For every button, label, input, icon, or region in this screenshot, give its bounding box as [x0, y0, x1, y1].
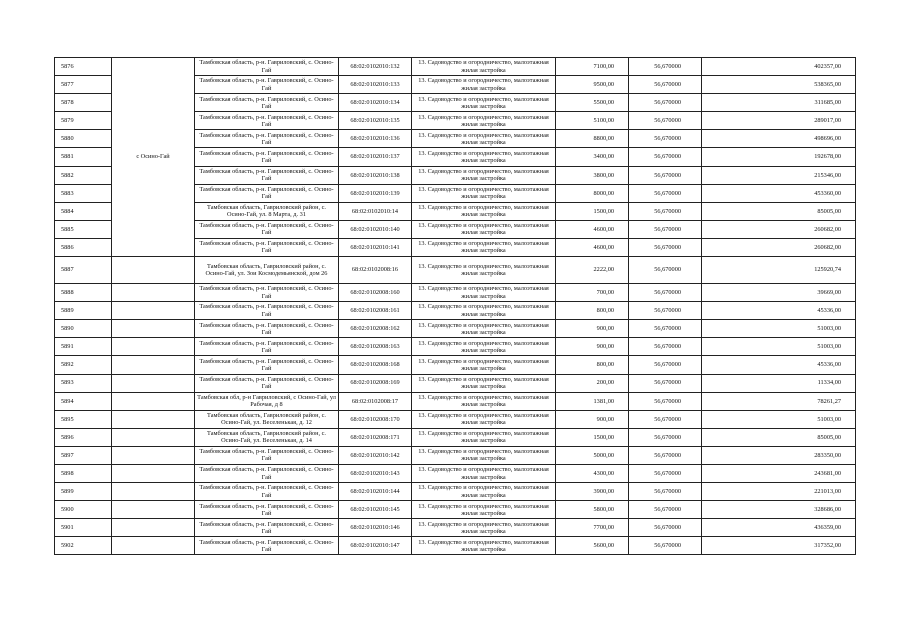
- locality-cell: с Осино-Гай: [112, 58, 195, 257]
- area-cell: 7700,00: [556, 519, 629, 537]
- area-cell: 700,00: [556, 284, 629, 302]
- cadastral-number-cell: 68:02:0102008:168: [339, 356, 412, 374]
- row-number-cell: 5881: [55, 148, 112, 166]
- locality-cell-empty: [112, 356, 195, 374]
- land-use-cell: 13. Садоводство и огородничество, малоэтажная жилая застройка: [412, 284, 556, 302]
- land-use-cell: 13. Садоводство и огородничество, малоэтажная жилая застройка: [412, 112, 556, 130]
- cadastral-value-cell: 215346,00: [702, 166, 856, 184]
- area-cell: 9500,00: [556, 76, 629, 94]
- cadastral-value-cell: 260682,00: [702, 238, 856, 256]
- address-cell: Тамбовская область, р-н. Гавриловский, с. Осино-Гай: [195, 184, 339, 202]
- rate-cell: 56,670000: [629, 58, 702, 76]
- cadastral-value-cell: 192678,00: [702, 148, 856, 166]
- area-cell: 5500,00: [556, 94, 629, 112]
- table-row: [55, 374, 856, 392]
- address-cell: Тамбовская область, р-н. Гавриловский, с. Осино-Гай: [195, 130, 339, 148]
- cadastral-number-cell: 68:02:0102008:16: [339, 257, 412, 284]
- cadastral-value-cell: 498696,00: [702, 130, 856, 148]
- address-cell: Тамбовская область, р-н. Гавриловский, с. Осино-Гай: [195, 220, 339, 238]
- rate-cell: 56,670000: [629, 94, 702, 112]
- cadastral-number-cell: 68:02:0102010:132: [339, 58, 412, 76]
- rate-cell: 56,670000: [629, 284, 702, 302]
- table-row: [55, 392, 856, 410]
- locality-cell-empty: [112, 446, 195, 464]
- address-cell: Тамбовская область, р-н. Гавриловский, с. Осино-Гай: [195, 501, 339, 519]
- address-cell: Тамбовская область, р-н. Гавриловский, с. Осино-Гай: [195, 302, 339, 320]
- cadastral-number-cell: 68:02:0102010:145: [339, 501, 412, 519]
- locality-cell-empty: [112, 374, 195, 392]
- cadastral-value-cell: 125920,74: [702, 257, 856, 284]
- cadastral-number-cell: 68:02:0102010:141: [339, 238, 412, 256]
- rate-cell: 56,670000: [629, 338, 702, 356]
- cadastral-number-cell: 68:02:0102008:160: [339, 284, 412, 302]
- rate-cell: 56,670000: [629, 166, 702, 184]
- table-row: [55, 338, 856, 356]
- row-number-cell: 5900: [55, 501, 112, 519]
- cadastral-number-cell: 68:02:0102008:169: [339, 374, 412, 392]
- locality-cell-empty: [112, 338, 195, 356]
- address-cell: Тамбовская область, р-н. Гавриловский, с. Осино-Гай: [195, 356, 339, 374]
- locality-cell-empty: [112, 501, 195, 519]
- land-use-cell: 13. Садоводство и огородничество, малоэтажная жилая застройка: [412, 148, 556, 166]
- cadastral-value-cell: 328686,00: [702, 501, 856, 519]
- land-use-cell: 13. Садоводство и огородничество, малоэтажная жилая застройка: [412, 238, 556, 256]
- table-row: [55, 257, 856, 284]
- row-number-cell: 5895: [55, 410, 112, 428]
- rate-cell: 56,670000: [629, 428, 702, 446]
- address-cell: Тамбовская область, Гавриловский район, с. Осино-Гай, ул. Веселенькая, д. 12: [195, 410, 339, 428]
- cadastral-value-cell: 402357,00: [702, 58, 856, 76]
- cadastral-value-cell: 85005,00: [702, 428, 856, 446]
- area-cell: 1500,00: [556, 202, 629, 220]
- area-cell: 4300,00: [556, 464, 629, 482]
- row-number-cell: 5891: [55, 338, 112, 356]
- area-cell: 5800,00: [556, 501, 629, 519]
- cadastral-value-cell: 39669,00: [702, 284, 856, 302]
- address-cell: Тамбовская область, р-н. Гавриловский, с. Осино-Гай: [195, 94, 339, 112]
- address-cell: Тамбовская область, р-н. Гавриловский, с. Осино-Гай: [195, 58, 339, 76]
- cadastral-value-cell: 78261,27: [702, 392, 856, 410]
- row-number-cell: 5888: [55, 284, 112, 302]
- cadastral-value-cell: 317352,00: [702, 537, 856, 555]
- rate-cell: 56,670000: [629, 392, 702, 410]
- locality-cell-empty: [112, 483, 195, 501]
- rate-cell: 56,670000: [629, 320, 702, 338]
- cadastral-number-cell: 68:02:0102010:138: [339, 166, 412, 184]
- cadastral-number-cell: 68:02:0102008:162: [339, 320, 412, 338]
- table-row: [55, 446, 856, 464]
- address-cell: Тамбовская область, р-н. Гавриловский, с. Осино-Гай: [195, 166, 339, 184]
- land-use-cell: 13. Садоводство и огородничество, малоэтажная жилая застройка: [412, 94, 556, 112]
- locality-cell-empty: [112, 392, 195, 410]
- area-cell: 3800,00: [556, 166, 629, 184]
- locality-cell-empty: [112, 464, 195, 482]
- address-cell: Тамбовская область, р-н. Гавриловский, с. Осино-Гай: [195, 112, 339, 130]
- land-use-cell: 13. Садоводство и огородничество, малоэтажная жилая застройка: [412, 257, 556, 284]
- land-use-cell: 13. Садоводство и огородничество, малоэтажная жилая застройка: [412, 501, 556, 519]
- area-cell: 3400,00: [556, 148, 629, 166]
- rate-cell: 56,670000: [629, 184, 702, 202]
- cadastral-number-cell: 68:02:0102008:161: [339, 302, 412, 320]
- land-valuation-table: [54, 57, 856, 555]
- locality-cell-empty: [112, 302, 195, 320]
- land-use-cell: 13. Садоводство и огородничество, малоэтажная жилая застройка: [412, 320, 556, 338]
- rate-cell: 56,670000: [629, 76, 702, 94]
- cadastral-value-cell: 45336,00: [702, 356, 856, 374]
- rate-cell: 56,670000: [629, 257, 702, 284]
- cadastral-value-cell: 45336,00: [702, 302, 856, 320]
- land-use-cell: 13. Садоводство и огородничество, малоэтажная жилая застройка: [412, 519, 556, 537]
- row-number-cell: 5898: [55, 464, 112, 482]
- cadastral-value-cell: 538365,00: [702, 76, 856, 94]
- table-row: [55, 501, 856, 519]
- row-number-cell: 5886: [55, 238, 112, 256]
- land-use-cell: 13. Садоводство и огородничество, малоэтажная жилая застройка: [412, 130, 556, 148]
- land-use-cell: 13. Садоводство и огородничество, малоэтажная жилая застройка: [412, 374, 556, 392]
- area-cell: 4600,00: [556, 220, 629, 238]
- rate-cell: 56,670000: [629, 446, 702, 464]
- area-cell: 800,00: [556, 302, 629, 320]
- land-use-cell: 13. Садоводство и огородничество, малоэтажная жилая застройка: [412, 166, 556, 184]
- cadastral-number-cell: 68:02:0102010:139: [339, 184, 412, 202]
- rate-cell: 56,670000: [629, 220, 702, 238]
- address-cell: Тамбовская область, р-н. Гавриловский, с. Осино-Гай: [195, 148, 339, 166]
- row-number-cell: 5879: [55, 112, 112, 130]
- land-use-cell: 13. Садоводство и огородничество, малоэтажная жилая застройка: [412, 220, 556, 238]
- address-cell: Тамбовская область, р-н. Гавриловский, с. Осино-Гай: [195, 519, 339, 537]
- row-number-cell: 5880: [55, 130, 112, 148]
- table-row: [55, 320, 856, 338]
- area-cell: 900,00: [556, 410, 629, 428]
- area-cell: 900,00: [556, 338, 629, 356]
- locality-cell-empty: [112, 257, 195, 284]
- cadastral-number-cell: 68:02:0102010:14: [339, 202, 412, 220]
- land-use-cell: 13. Садоводство и огородничество, малоэтажная жилая застройка: [412, 446, 556, 464]
- cadastral-value-cell: 11334,00: [702, 374, 856, 392]
- address-cell: Тамбовская область, р-н. Гавриловский, с. Осино-Гай: [195, 284, 339, 302]
- rate-cell: 56,670000: [629, 483, 702, 501]
- locality-cell-empty: [112, 284, 195, 302]
- rate-cell: 56,670000: [629, 302, 702, 320]
- cadastral-number-cell: 68:02:0102008:171: [339, 428, 412, 446]
- rate-cell: 56,670000: [629, 501, 702, 519]
- row-number-cell: 5902: [55, 537, 112, 555]
- land-use-cell: 13. Садоводство и огородничество, малоэтажная жилая застройка: [412, 428, 556, 446]
- row-number-cell: 5901: [55, 519, 112, 537]
- address-cell: Тамбовская область, р-н. Гавриловский, с. Осино-Гай: [195, 320, 339, 338]
- table-row: [55, 537, 856, 555]
- table-row: [55, 356, 856, 374]
- land-use-cell: 13. Садоводство и огородничество, малоэтажная жилая застройка: [412, 202, 556, 220]
- address-cell: Тамбовская область, р-н. Гавриловский, с. Осино-Гай: [195, 76, 339, 94]
- address-cell: Тамбовская область, р-н. Гавриловский, с. Осино-Гай: [195, 374, 339, 392]
- land-use-cell: 13. Садоводство и огородничество, малоэтажная жилая застройка: [412, 464, 556, 482]
- locality-cell-empty: [112, 519, 195, 537]
- row-number-cell: 5894: [55, 392, 112, 410]
- cadastral-number-cell: 68:02:0102008:163: [339, 338, 412, 356]
- area-cell: 5100,00: [556, 112, 629, 130]
- rate-cell: 56,670000: [629, 238, 702, 256]
- row-number-cell: 5877: [55, 76, 112, 94]
- table-row: [55, 428, 856, 446]
- cadastral-number-cell: 68:02:0102008:170: [339, 410, 412, 428]
- row-number-cell: 5876: [55, 58, 112, 76]
- area-cell: 8000,00: [556, 184, 629, 202]
- row-number-cell: 5882: [55, 166, 112, 184]
- area-cell: 2222,00: [556, 257, 629, 284]
- row-number-cell: 5890: [55, 320, 112, 338]
- locality-cell-empty: [112, 410, 195, 428]
- rate-cell: 56,670000: [629, 112, 702, 130]
- row-number-cell: 5883: [55, 184, 112, 202]
- address-cell: Тамбовская область, Гавриловский район, с. Осино-Гай, ул. 8 Марта, д. 31: [195, 202, 339, 220]
- row-number-cell: 5896: [55, 428, 112, 446]
- land-use-cell: 13. Садоводство и огородничество, малоэтажная жилая застройка: [412, 338, 556, 356]
- area-cell: 1381,00: [556, 392, 629, 410]
- cadastral-number-cell: 68:02:0102010:140: [339, 220, 412, 238]
- table-row: [55, 410, 856, 428]
- row-number-cell: 5893: [55, 374, 112, 392]
- address-cell: Тамбовская область, р-н. Гавриловский, с. Осино-Гай: [195, 483, 339, 501]
- row-number-cell: 5884: [55, 202, 112, 220]
- cadastral-number-cell: 68:02:0102010:143: [339, 464, 412, 482]
- area-cell: 3900,00: [556, 483, 629, 501]
- row-number-cell: 5885: [55, 220, 112, 238]
- table-row: [55, 284, 856, 302]
- address-cell: Тамбовская область, р-н. Гавриловский, с. Осино-Гай: [195, 446, 339, 464]
- cadastral-value-cell: 260682,00: [702, 220, 856, 238]
- area-cell: 1500,00: [556, 428, 629, 446]
- rate-cell: 56,670000: [629, 374, 702, 392]
- table-row: [55, 58, 856, 76]
- cadastral-number-cell: 68:02:0102010:146: [339, 519, 412, 537]
- table-row: [55, 519, 856, 537]
- row-number-cell: 5889: [55, 302, 112, 320]
- area-cell: 8800,00: [556, 130, 629, 148]
- cadastral-value-cell: 453360,00: [702, 184, 856, 202]
- rate-cell: 56,670000: [629, 130, 702, 148]
- rate-cell: 56,670000: [629, 537, 702, 555]
- cadastral-number-cell: 68:02:0102010:136: [339, 130, 412, 148]
- cadastral-number-cell: 68:02:0102010:135: [339, 112, 412, 130]
- rate-cell: 56,670000: [629, 410, 702, 428]
- cadastral-value-cell: 221013,00: [702, 483, 856, 501]
- cadastral-value-cell: 283350,00: [702, 446, 856, 464]
- address-cell: Тамбовская обл, р-н Гавриловский, с Осино-Гай, ул Рабочая, д 8: [195, 392, 339, 410]
- area-cell: 800,00: [556, 356, 629, 374]
- rate-cell: 56,670000: [629, 148, 702, 166]
- cadastral-number-cell: 68:02:0102010:137: [339, 148, 412, 166]
- locality-cell-empty: [112, 537, 195, 555]
- address-cell: Тамбовская область, р-н. Гавриловский, с. Осино-Гай: [195, 464, 339, 482]
- rate-cell: 56,670000: [629, 356, 702, 374]
- rate-cell: 56,670000: [629, 519, 702, 537]
- cadastral-number-cell: 68:02:0102008:17: [339, 392, 412, 410]
- cadastral-number-cell: 68:02:0102010:144: [339, 483, 412, 501]
- row-number-cell: 5887: [55, 257, 112, 284]
- cadastral-value-cell: 311685,00: [702, 94, 856, 112]
- locality-cell-empty: [112, 428, 195, 446]
- cadastral-value-cell: 51003,00: [702, 320, 856, 338]
- land-use-cell: 13. Садоводство и огородничество, малоэтажная жилая застройка: [412, 537, 556, 555]
- address-cell: Тамбовская область, р-н. Гавриловский, с. Осино-Гай: [195, 338, 339, 356]
- land-use-cell: 13. Садоводство и огородничество, малоэтажная жилая застройка: [412, 410, 556, 428]
- land-use-cell: 13. Садоводство и огородничество, малоэтажная жилая застройка: [412, 356, 556, 374]
- cadastral-value-cell: 85005,00: [702, 202, 856, 220]
- land-use-cell: 13. Садоводство и огородничество, малоэтажная жилая застройка: [412, 302, 556, 320]
- cadastral-value-cell: 289017,00: [702, 112, 856, 130]
- land-use-cell: 13. Садоводство и огородничество, малоэтажная жилая застройка: [412, 76, 556, 94]
- cadastral-number-cell: 68:02:0102010:133: [339, 76, 412, 94]
- table-row: [55, 302, 856, 320]
- area-cell: 5600,00: [556, 537, 629, 555]
- table-row: [55, 483, 856, 501]
- cadastral-value-cell: 51003,00: [702, 410, 856, 428]
- area-cell: 4600,00: [556, 238, 629, 256]
- address-cell: Тамбовская область, Гавриловский район, с. Осино-Гай, ул. Зои Космодемьянской, дом 26: [195, 257, 339, 284]
- land-use-cell: 13. Садоводство и огородничество, малоэтажная жилая застройка: [412, 483, 556, 501]
- land-use-cell: 13. Садоводство и огородничество, малоэтажная жилая застройка: [412, 392, 556, 410]
- area-cell: 7100,00: [556, 58, 629, 76]
- table-row: [55, 464, 856, 482]
- address-cell: Тамбовская область, Гавриловский район, с. Осино-Гай, ул. Веселенькая, д. 14: [195, 428, 339, 446]
- cadastral-number-cell: 68:02:0102010:134: [339, 94, 412, 112]
- row-number-cell: 5892: [55, 356, 112, 374]
- cadastral-number-cell: 68:02:0102010:147: [339, 537, 412, 555]
- area-cell: 200,00: [556, 374, 629, 392]
- locality-cell-empty: [112, 320, 195, 338]
- land-use-cell: 13. Садоводство и огородничество, малоэтажная жилая застройка: [412, 58, 556, 76]
- row-number-cell: 5897: [55, 446, 112, 464]
- area-cell: 900,00: [556, 320, 629, 338]
- row-number-cell: 5899: [55, 483, 112, 501]
- address-cell: Тамбовская область, р-н. Гавриловский, с. Осино-Гай: [195, 238, 339, 256]
- land-use-cell: 13. Садоводство и огородничество, малоэтажная жилая застройка: [412, 184, 556, 202]
- cadastral-value-cell: 243681,00: [702, 464, 856, 482]
- area-cell: 5000,00: [556, 446, 629, 464]
- rate-cell: 56,670000: [629, 202, 702, 220]
- rate-cell: 56,670000: [629, 464, 702, 482]
- cadastral-value-cell: 51003,00: [702, 338, 856, 356]
- cadastral-number-cell: 68:02:0102010:142: [339, 446, 412, 464]
- row-number-cell: 5878: [55, 94, 112, 112]
- address-cell: Тамбовская область, р-н. Гавриловский, с. Осино-Гай: [195, 537, 339, 555]
- cadastral-value-cell: 436359,00: [702, 519, 856, 537]
